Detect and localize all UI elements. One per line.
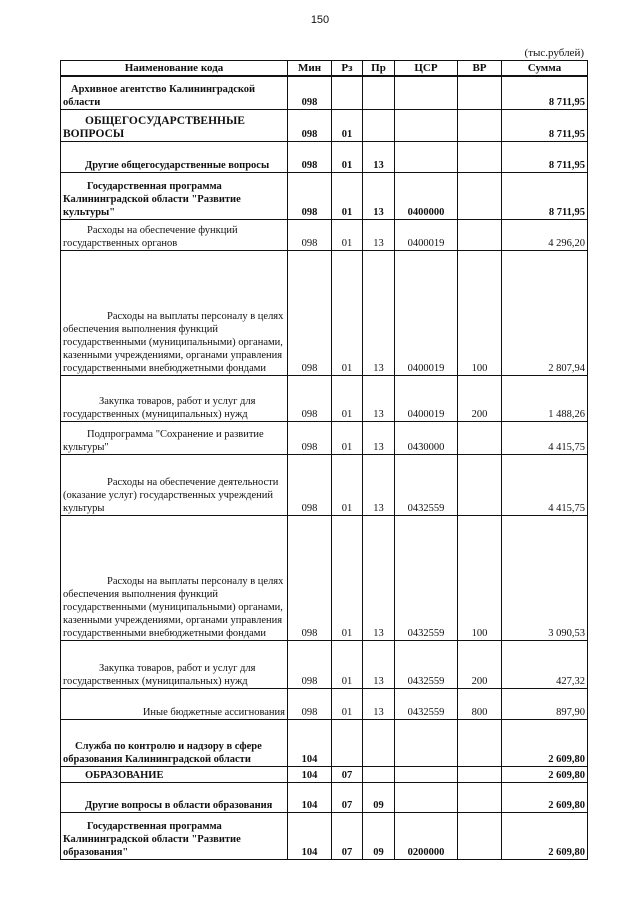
budget-table [60,60,588,860]
table-row [61,219,588,250]
row-vr: 100 [458,515,502,640]
row-vr: 800 [458,688,502,719]
row-sum: 2 609,80 [502,812,588,859]
row-rz: 07 [332,766,363,782]
row-name: Другие общегосударственные вопросы [61,141,288,172]
row-vr [458,421,502,454]
row-vr: 200 [458,375,502,421]
header-vr: ВР [458,61,502,77]
row-sum: 8 711,95 [502,109,588,141]
row-sum: 8 711,95 [502,172,588,219]
header-min: Мин [288,61,332,77]
row-csr [395,782,458,812]
table-row [61,250,588,375]
table-row [61,812,588,859]
row-min: 098 [288,375,332,421]
row-vr: 100 [458,250,502,375]
row-vr [458,109,502,141]
row-vr: 200 [458,640,502,688]
row-vr [458,719,502,766]
row-vr [458,812,502,859]
row-csr: 0400019 [395,250,458,375]
row-csr: 0432559 [395,515,458,640]
row-rz: 01 [332,250,363,375]
row-name: ОБЩЕГОСУДАРСТВЕННЫЕ ВОПРОСЫ [61,109,288,141]
header-name: Наименование кода [61,61,288,77]
row-pr: 13 [363,515,395,640]
row-sum: 2 609,80 [502,766,588,782]
row-sum: 4 415,75 [502,454,588,515]
row-name: ОБРАЗОВАНИЕ [61,766,288,782]
row-name: Иные бюджетные ассигнования [61,688,288,719]
row-pr: 09 [363,812,395,859]
row-min: 098 [288,688,332,719]
row-csr: 0400019 [395,375,458,421]
row-name: Расходы на выплаты персоналу в целях обеспечения выполнения функций государственными (муниципальными) органами, казенными учреждениями, органами управления государственными внебюджетными фондами [61,515,288,640]
row-name: Закупка товаров, работ и услуг для государственных (муниципальных) нужд [61,640,288,688]
table-row [61,515,588,640]
row-rz: 01 [332,172,363,219]
row-min: 104 [288,719,332,766]
row-sum: 897,90 [502,688,588,719]
row-name: Служба по контролю и надзору в сфере образования Калининградской области [61,719,288,766]
row-pr: 13 [363,640,395,688]
row-sum: 4 415,75 [502,421,588,454]
table-row [61,454,588,515]
row-csr: 0400000 [395,172,458,219]
row-vr [458,766,502,782]
row-pr [363,766,395,782]
table-row [61,421,588,454]
row-csr [395,141,458,172]
row-csr: 0430000 [395,421,458,454]
row-name: Архивное агентство Калининградской области [61,76,288,109]
row-rz [332,719,363,766]
row-pr [363,76,395,109]
row-vr [458,141,502,172]
row-sum: 8 711,95 [502,76,588,109]
row-csr: 0432559 [395,640,458,688]
row-csr [395,766,458,782]
row-pr: 13 [363,219,395,250]
row-min: 098 [288,109,332,141]
row-pr: 13 [363,421,395,454]
row-pr: 13 [363,250,395,375]
row-pr: 13 [363,375,395,421]
row-pr: 13 [363,141,395,172]
row-min: 098 [288,640,332,688]
row-csr: 0400019 [395,219,458,250]
row-min: 098 [288,454,332,515]
row-rz: 01 [332,109,363,141]
table-row [61,172,588,219]
row-vr [458,782,502,812]
row-csr [395,109,458,141]
table-row [61,76,588,109]
row-sum: 3 090,53 [502,515,588,640]
row-min: 098 [288,141,332,172]
row-pr [363,109,395,141]
row-sum: 2 807,94 [502,250,588,375]
table-row [61,766,588,782]
row-rz: 01 [332,515,363,640]
row-min: 098 [288,250,332,375]
row-name: Расходы на обеспечение функций государственных органов [61,219,288,250]
units-note: (тыс.рублей) [524,47,584,59]
table-row [61,719,588,766]
row-pr [363,719,395,766]
row-rz: 01 [332,421,363,454]
row-csr [395,76,458,109]
row-sum: 8 711,95 [502,141,588,172]
row-vr [458,454,502,515]
table-row [61,688,588,719]
row-sum: 1 488,26 [502,375,588,421]
row-name: Государственная программа Калининградской области "Развитие культуры" [61,172,288,219]
row-rz: 01 [332,375,363,421]
page-number: 150 [310,14,330,26]
row-rz: 01 [332,141,363,172]
row-min: 104 [288,766,332,782]
row-rz: 01 [332,219,363,250]
row-rz: 07 [332,812,363,859]
table-row [61,375,588,421]
row-min: 104 [288,812,332,859]
row-csr: 0432559 [395,454,458,515]
row-rz: 01 [332,688,363,719]
header-csr: ЦСР [395,61,458,77]
header-sum: Сумма [502,61,588,77]
row-min: 098 [288,76,332,109]
table-row [61,782,588,812]
row-rz: 07 [332,782,363,812]
table-header-row [61,61,588,77]
table-row [61,109,588,141]
row-csr: 0432559 [395,688,458,719]
row-min: 098 [288,421,332,454]
row-min: 098 [288,219,332,250]
row-sum: 2 609,80 [502,719,588,766]
row-name: Расходы на обеспечение деятельности (оказание услуг) государственных учреждений культуры [61,454,288,515]
row-sum: 427,32 [502,640,588,688]
row-name: Другие вопросы в области образования [61,782,288,812]
header-rz: Рз [332,61,363,77]
row-pr: 13 [363,172,395,219]
row-min: 104 [288,782,332,812]
row-pr: 09 [363,782,395,812]
table-row [61,141,588,172]
header-pr: Пр [363,61,395,77]
row-name: Государственная программа Калининградской области "Развитие образования" [61,812,288,859]
row-pr: 13 [363,688,395,719]
row-pr: 13 [363,454,395,515]
table-row [61,640,588,688]
row-csr [395,719,458,766]
row-rz [332,76,363,109]
row-min: 098 [288,172,332,219]
row-min: 098 [288,515,332,640]
row-sum: 2 609,80 [502,782,588,812]
row-vr [458,219,502,250]
row-sum: 4 296,20 [502,219,588,250]
row-csr: 0200000 [395,812,458,859]
row-name: Подпрограмма "Сохранение и развитие культуры" [61,421,288,454]
row-name: Закупка товаров, работ и услуг для государственных (муниципальных) нужд [61,375,288,421]
row-name: Расходы на выплаты персоналу в целях обеспечения выполнения функций государственными (муниципальными) органами, казенными учреждениями, органами управления государственными внебюджетными фондами [61,250,288,375]
row-rz: 01 [332,640,363,688]
row-rz: 01 [332,454,363,515]
row-vr [458,172,502,219]
row-vr [458,76,502,109]
